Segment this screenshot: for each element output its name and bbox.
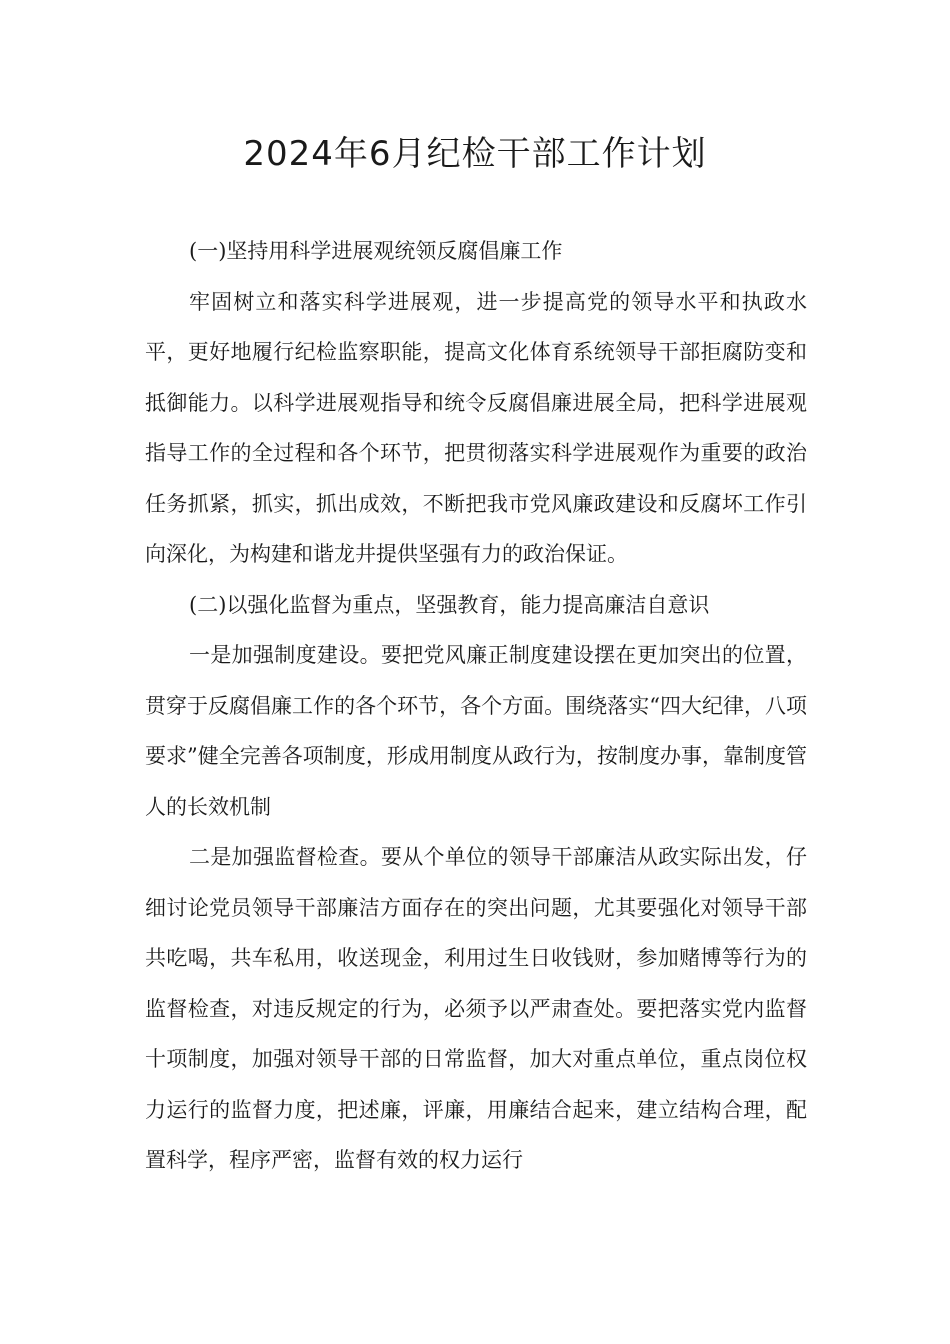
section-heading-1: (一)坚持用科学进展观统领反腐倡廉工作 xyxy=(189,239,563,263)
body-paragraph: 一是加强制度建设。要把党风廉正制度建设摆在更加突出的位置，贯穿于反腐倡廉工作的各个环节，各个方面。围绕落实“四大纪律，八项要求”健全完善各项制度，形成用制度从政行为，按制度办事，靠制度管人的长效机制 xyxy=(145,643,807,819)
body-paragraph: 牢固树立和落实科学进展观，进一步提高党的领导水平和执政水平，更好地履行纪检监察职能，提高文化体育系统领导干部拒腐防变和抵御能力。以科学进展观指导和统令反腐倡廉进展全局，把科学进展观指导工作的全过程和各个环节，把贯彻落实科学进展观作为重要的政治任务抓紧，抓实，抓出成效，不断把我市党风廉政建设和反腐坏工作引向深化，为构建和谐龙井提供坚强有力的政治保证。 xyxy=(145,289,807,566)
document-body xyxy=(145,226,807,1186)
body-paragraph: 二是加强监督检查。要从个单位的领导干部廉洁从政实际出发，仔细讨论党员领导干部廉洁方面存在的突出问题，尤其要强化对领导干部共吃喝，共车私用，收送现金，利用过生日收钱财，参加赌博等行为的监督检查，对违反规定的行为，必须予以严肃查处。要把落实党内监督十项制度，加强对领导干部的日常监督，加大对重点单位，重点岗位权力运行的监督力度，把述廉，评廉，用廉结合起来，建立结构合理，配置科学，程序严密，监督有效的权力运行 xyxy=(145,845,807,1172)
document-title: 2024年6月纪检干部工作计划 xyxy=(243,134,707,174)
section-heading-2: (二)以强化监督为重点，坚强教育，能力提高廉洁自意识 xyxy=(189,592,710,617)
